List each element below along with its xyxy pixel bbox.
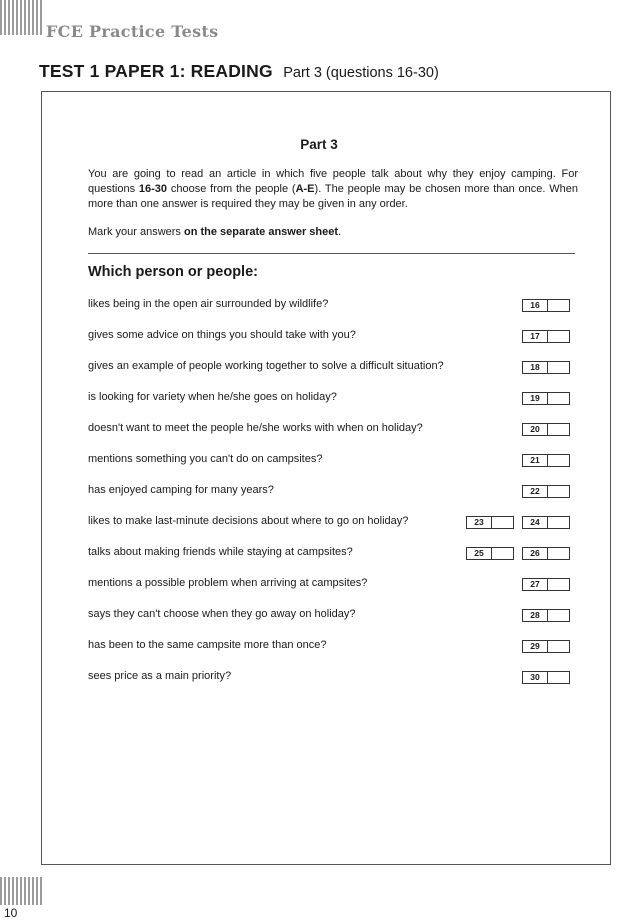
question-number: 23 [467, 517, 492, 528]
page-number: 10 [4, 906, 18, 920]
question-text: likes being in the open air surrounded by wildlife? [88, 298, 329, 310]
instructions-text-3: ). The people may be chosen more than once. When more than one answer is required they may be given in any order. [88, 183, 578, 211]
question-text: sees price as a main priority? [88, 670, 232, 682]
answer-box[interactable] [522, 361, 570, 374]
question-number: 26 [523, 548, 548, 559]
question-text: is looking for variety when he/she goes on holiday? [88, 391, 337, 403]
instructions-text-1: You are going to read an article in which five people talk about why they enjoy camping. For questions [88, 168, 578, 196]
question-number: 17 [523, 331, 548, 342]
answer-box[interactable] [522, 330, 570, 343]
test-heading [39, 61, 439, 82]
question-text: likes to make last-minute decisions about where to go on holiday? [88, 515, 409, 527]
question-number: 28 [523, 610, 548, 621]
test-subtitle: Part 3 (questions 16-30) [283, 65, 439, 81]
answer-box[interactable] [522, 516, 570, 529]
question-text: talks about making friends while staying at campsites? [88, 546, 353, 558]
mark-bold: on the separate answer sheet [183, 226, 339, 238]
barcode-stripes-top [0, 0, 42, 35]
test-title: TEST 1 PAPER 1: READING [39, 61, 273, 81]
person-letters: A-E [295, 183, 315, 196]
answer-box[interactable] [522, 299, 570, 312]
question-number: 21 [523, 455, 548, 466]
question-text: doesn't want to meet the people he/she works with when on holiday? [88, 422, 423, 434]
which-heading: Which person or people: [88, 264, 258, 280]
answer-box[interactable] [522, 609, 570, 622]
question-number: 25 [467, 548, 492, 559]
answer-box[interactable] [522, 454, 570, 467]
answer-box[interactable] [522, 640, 570, 653]
mark-prefix: Mark your answers [88, 226, 184, 238]
answer-box[interactable] [522, 423, 570, 436]
answer-box[interactable] [522, 392, 570, 405]
barcode-stripes-bottom [0, 877, 42, 905]
question-number: 24 [523, 517, 548, 528]
instructions [88, 167, 578, 213]
divider [88, 253, 575, 254]
question-number: 18 [523, 362, 548, 373]
question-number: 22 [523, 486, 548, 497]
question-text: mentions something you can't do on campsites? [88, 453, 323, 465]
question-text: gives some advice on things you should take with you? [88, 329, 356, 341]
question-number: 30 [523, 672, 548, 683]
mark-instruction [88, 226, 341, 238]
question-text: gives an example of people working together to solve a difficult situation? [88, 360, 444, 372]
answer-box[interactable] [522, 578, 570, 591]
instructions-text-2: choose from the people ( [167, 183, 296, 196]
answer-box[interactable] [466, 547, 514, 560]
mark-suffix: . [338, 226, 342, 238]
question-number: 20 [523, 424, 548, 435]
question-number: 29 [523, 641, 548, 652]
question-number: 19 [523, 393, 548, 404]
answer-box[interactable] [466, 516, 514, 529]
answer-box[interactable] [522, 547, 570, 560]
question-text: says they can't choose when they go away on holiday? [88, 608, 356, 620]
answer-box[interactable] [522, 671, 570, 684]
part-title: Part 3 [300, 137, 338, 152]
question-text: has been to the same campsite more than once? [88, 639, 327, 651]
book-title: FCE Practice Tests [46, 22, 219, 41]
question-number: 16 [523, 300, 548, 311]
question-range: 16-30 [138, 183, 168, 196]
question-text: has enjoyed camping for many years? [88, 484, 274, 496]
question-number: 27 [523, 579, 548, 590]
answer-box[interactable] [522, 485, 570, 498]
question-text: mentions a possible problem when arriving at campsites? [88, 577, 368, 589]
